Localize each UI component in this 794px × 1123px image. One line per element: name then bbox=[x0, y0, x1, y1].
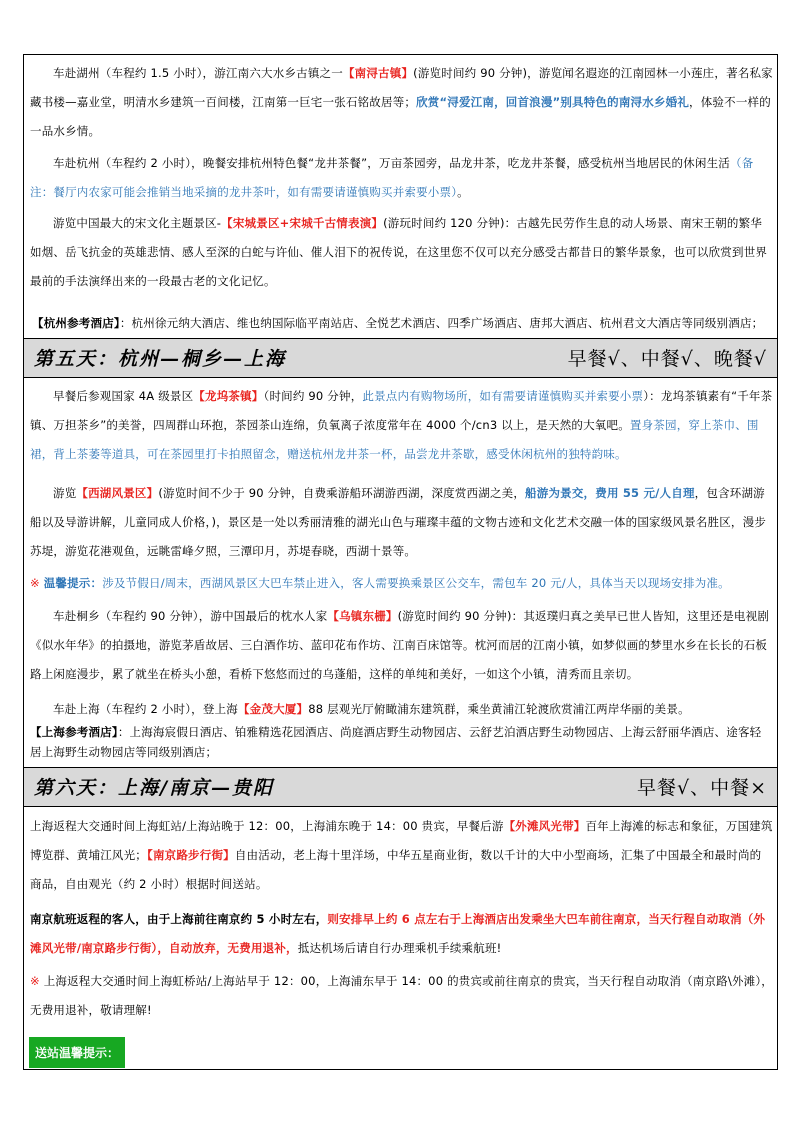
highlight-jinmao: 【金茂大厦】 bbox=[237, 702, 309, 716]
text: 车赴湖州（车程约 1.5 小时），游江南六大水乡古镇之一 bbox=[53, 66, 343, 80]
hotel-label: 【上海参考酒店】 bbox=[30, 725, 118, 739]
text: 自由活动，老上海十里洋场，中华五星商业街，数以千计的大中小型商场，汇集了中国最全和最时尚的商品，自由观光（约 2 小时）根据时间送站。 bbox=[30, 848, 762, 891]
text: 上海返程大交通时间上海虹桥站/上海站早于 12：00，上海浦东早于 14：00 的贵宾或前往南京的贵宾，当天行程自动取消（南京路\外滩），无费用退补，敬请理解! bbox=[30, 974, 773, 1017]
paragraph-nanjing-flight bbox=[30, 905, 773, 963]
paragraph-wuzhen bbox=[30, 602, 773, 689]
meals: 早餐√、中餐× bbox=[636, 777, 767, 799]
warning-icon: ※ bbox=[30, 974, 40, 988]
day-title: 第六天：上海/南京—贵阳 bbox=[34, 777, 274, 799]
text: (游览时间约 90 分钟)，游览闻名遐迩的江南园林一小莲庄，著名私家藏书楼—嘉业堂，明清水乡建筑一百间楼，江南第一巨宅一张石铭故居等； bbox=[30, 66, 773, 109]
send-off-tip-label: 送站温馨提示： bbox=[29, 1037, 125, 1068]
text: (游玩时间约 120 分钟)：古越先民劳作生息的动人场景、南宋王朝的繁华如烟、岳飞抗金的英雄悲情、感人至深的白蛇与许仙、催人泪下的祝传说，在这里您不仅可以充分感受古都昔日的繁华景象，也可以欣赏到世界最前的手法演绎出来的一段最古老的文化记忆。 bbox=[30, 216, 768, 288]
warning-westlake bbox=[30, 569, 773, 598]
text: 南京航班返程的客人，由于上海前往南京约 5 小时左右， bbox=[30, 912, 328, 926]
paragraph-longwu bbox=[30, 382, 773, 469]
hotel-list: ：上海海宸假日酒店、铂雅精选花园酒店、尚庭酒店野生动物园店、云舒艺泊酒店野生动物园店、上海云舒丽华酒店、途客轻居上海野生动物园店等同级别酒店； bbox=[30, 725, 762, 759]
text: (游览时间约 90 分钟)：其返璞归真之美早已世人皆知，这里还是电视剧《似水年华》的拍摄地，游览茅盾故居、三白酒作坊、蓝印花布作坊、江南百床馆等。枕河而居的江南小镇，如梦似画的梦里水乡在长长的石板路上闲庭漫步，累了就坐在桥头小憩，看桥下悠悠而过的乌蓬船，这样的单纯和美好，一如这个小镇，清秀而且亲切。 bbox=[30, 609, 770, 681]
text: 车赴上海（车程约 2 小时），登上海 bbox=[53, 702, 238, 716]
highlight-westlake: 【西湖风景区】 bbox=[76, 486, 159, 500]
day-title: 第五天：杭州—桐乡—上海 bbox=[34, 348, 287, 370]
text: 。 bbox=[457, 185, 469, 199]
hotel-hangzhou bbox=[32, 309, 775, 338]
paragraph-hangzhou-dinner bbox=[30, 149, 773, 207]
warning-text: 涉及节假日/周末，西湖风景区大巴车禁止进入，客人需要换乘景区公交车，需包车 20 元/人，具体当天以现场安排为准。 bbox=[102, 576, 730, 590]
text: ）：龙坞茶镇素有“千年茶镇、万担茶乡”的美誉，四周群山环抱，茶园茶山连绵，负氧离子浓度常年在 4000 个/cn3 以上，是天然的大氧吧。 bbox=[30, 389, 773, 432]
note-tea: （备注：餐厅内农家可能会推销当地采摘的龙井茶叶，如有需要请谨慎购买并索要小票） bbox=[30, 156, 754, 199]
text: ，包含环湖游船以及导游讲解，儿童同成人价格，)，景区是一处以秀丽清雅的湖光山色与璀璨丰蕴的文物古迹和文化艺术交融一体的国家级风景名胜区，漫步苏堤，游览花港观鱼，远眺雷峰夕照，三潭印月，苏堤春晓，西湖十景等。 bbox=[30, 486, 767, 558]
text: 百年上海滩的标志和象征，万国建筑博览群、黄埔江风光； bbox=[30, 819, 773, 862]
text: 早餐后参观国家 4A 级景区 bbox=[53, 389, 194, 403]
highlight-nanxun: 【南浔古镇】 bbox=[342, 66, 414, 80]
highlight-wedding: 欣赏“浔爱江南，回首浪漫”别具特色的南浔水乡婚礼 bbox=[416, 95, 690, 109]
highlight-boat-fee: 船游为景交，费用 55 元/人自理 bbox=[525, 486, 695, 500]
highlight-longwu: 【龙坞茶镇】 bbox=[193, 389, 264, 403]
day5-header bbox=[24, 338, 777, 378]
text: 游览 bbox=[53, 486, 77, 500]
highlight-cancel: 则安排早上约 6 点左右于上海酒店出发乘坐大巴车前往南京，当天行程自动取消（外滩风光带/南京路步行街），自动放弃，无费用退补， bbox=[30, 912, 766, 955]
text: 抵达机场后请自行办理乘机手续乘航班! bbox=[297, 941, 502, 955]
note-shopping: 此景点内有购物场所，如有需要请谨慎购买并索要小票 bbox=[362, 389, 644, 403]
paragraph-bund bbox=[30, 812, 773, 899]
note-tea-garden: 置身茶园，穿上茶巾、围裙，背上茶萎等道具，可在茶园里打卡拍照留念，赠送杭州龙井茶一杯，品尝龙井茶歇，感受休闲杭州的独特韵味。 bbox=[30, 418, 759, 461]
hotel-list: ：杭州徐元纳大酒店、维也纳国际临平南站店、全悦艺术酒店、四季广场酒店、唐邦大酒店、杭州君文大酒店等同级别酒店； bbox=[119, 316, 764, 330]
highlight-nanjing-road: 【南京路步行街】 bbox=[147, 848, 235, 862]
text: 车赴杭州（车程约 2 小时），晚餐安排杭州特色餐“龙井茶餐”，万亩茶园旁，品龙井茶，吃龙井茶餐，感受杭州当地居民的休闲生活 bbox=[53, 156, 730, 170]
paragraph-jinmao bbox=[30, 695, 773, 724]
highlight-bund: 【外滩风光带】 bbox=[503, 819, 586, 833]
paragraph-songcheng bbox=[30, 209, 773, 296]
text: （时间约 90 分钟， bbox=[263, 389, 363, 403]
paragraph-nanxun bbox=[30, 59, 773, 146]
hotel-label: 【杭州参考酒店】 bbox=[32, 316, 120, 330]
paragraph-return-note bbox=[30, 967, 773, 1025]
text: 游览中国最大的宋文化主题景区- bbox=[53, 216, 222, 230]
highlight-songcheng: 【宋城景区+宋城千古情表演】 bbox=[221, 216, 384, 230]
meals: 早餐√、中餐√、晚餐√ bbox=[567, 348, 767, 370]
day6-header bbox=[24, 767, 777, 807]
warning-icon: ※ bbox=[30, 576, 40, 590]
text: 车赴桐乡（车程约 90 分钟），游中国最后的枕水人家 bbox=[53, 609, 328, 623]
text: (游览时间不少于 90 分钟，自费乘游船环湖游西湖，深度赏西湖之美， bbox=[158, 486, 526, 500]
warning-label: 温馨提示： bbox=[43, 576, 103, 590]
text: 88 层观光厅俯瞰浦东建筑群，乘坐黄浦江轮渡欣赏浦江两岸华丽的美景。 bbox=[308, 702, 690, 716]
hotel-shanghai bbox=[30, 722, 773, 762]
text: 上海返程大交通时间上海虹站/上海站晚于 12：00，上海浦东晚于 14：00 贵宾，早餐后游 bbox=[30, 819, 504, 833]
text: ，体验不一样的一品水乡情。 bbox=[30, 95, 771, 138]
paragraph-westlake bbox=[30, 479, 773, 566]
highlight-wuzhen: 【乌镇东栅】 bbox=[327, 609, 398, 623]
